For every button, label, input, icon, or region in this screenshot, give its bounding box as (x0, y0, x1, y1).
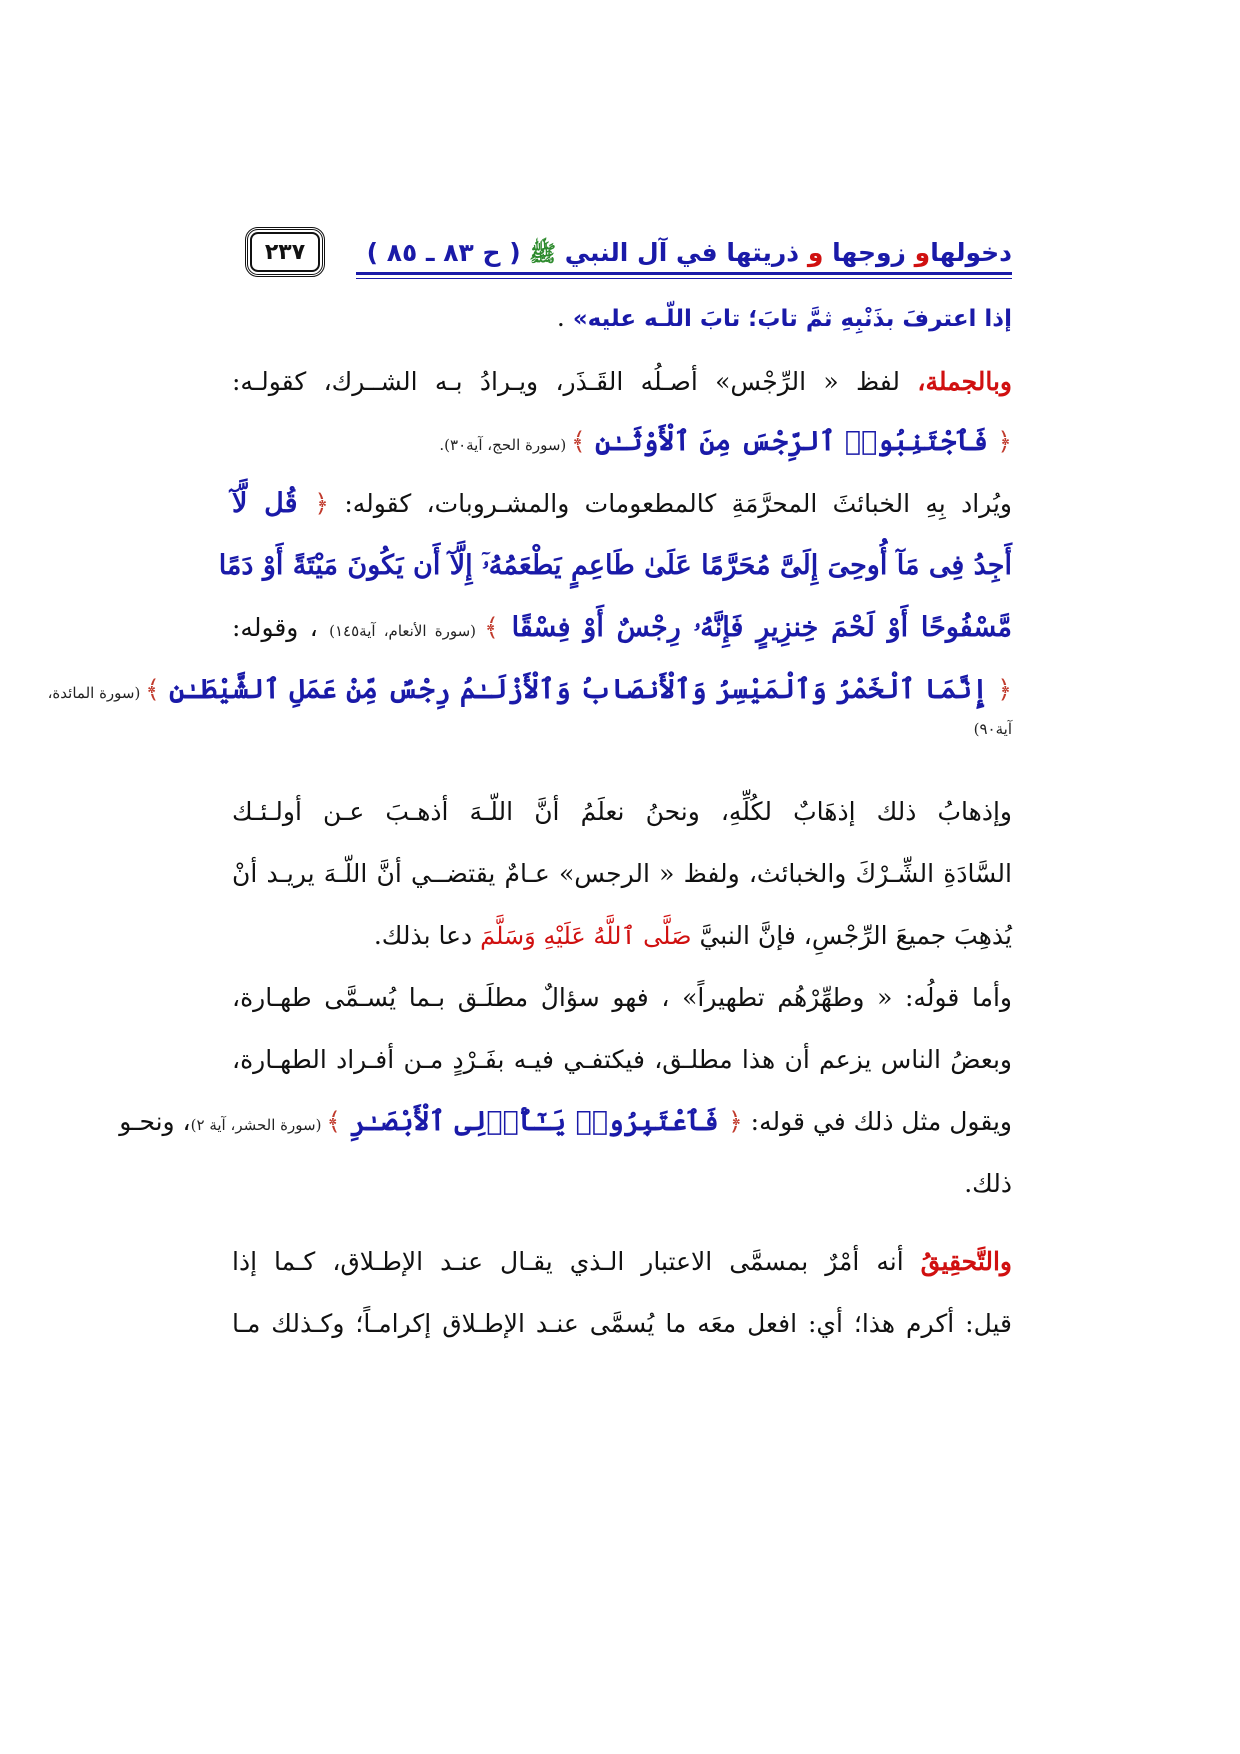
text-line (974, 706, 1012, 746)
page-number: ٢٣٧ (264, 239, 306, 265)
verse-reference: (سورة الأنعام، آية١٤٥) (329, 622, 485, 640)
running-title (367, 238, 1012, 272)
quran-bracket: ﴿ (997, 675, 1012, 704)
text-line (557, 298, 1012, 338)
quran-verse: فَٱعْتَبِرُوا۟ يَـٰٓأُو۟لِى ٱلْأَبْصَـٰرِ (340, 1106, 729, 1137)
quran-verse: مَّسْفُوحًا أَوْ لَحْمَ خِنزِيرٍ فَإِنَّهُۥ رِجْسٌ أَوْ فِسْقًا (498, 612, 1012, 643)
quran-bracket: ﴾ (145, 675, 160, 704)
punctuation: . (556, 303, 573, 332)
text-line (232, 1040, 1012, 1080)
text-line (232, 978, 1012, 1018)
quran-bracket: ﴾ (326, 1107, 341, 1136)
paragraph-text: قيل: أكرم هذا؛ أي: افعل معَه ما يُسمَّى عنـد الإطـلاق إكرامـاً؛ وكـذلك مـا (232, 1309, 1012, 1338)
text-line (374, 916, 1012, 956)
paragraph-text: وبعضُ الناس يزعم أن هذا مطلـق، فيكتفـي فيـه بفَـرْدٍ مـن أفـراد الطهـارة، (232, 1045, 1012, 1074)
paragraph-text: السَّادَةِ الشِّـرْكَ والخبائث، ولفظ « الرجس» عـامٌ يقتضــي أنَّ اللّـهَ يريـد أنْ (232, 859, 1012, 888)
paragraph-text: ، ونحـو (119, 1107, 191, 1136)
text-line (232, 792, 1012, 832)
text-line (232, 484, 1012, 524)
paragraph-text: وإذهابُ ذلك إذهَابٌ لكُلِّهِ، ونحنُ نعلَمُ أنَّ اللّـهَ أذهـبَ عـن أولـئـك (232, 797, 1012, 826)
verse-reference: آية٩٠) (973, 720, 1012, 738)
section-keyword: والتَّحقِيقُ (920, 1247, 1012, 1276)
quran-verse: قُل لَّآ (232, 488, 315, 519)
text-line (964, 1164, 1012, 1204)
section-keyword: وبالجملة، (917, 367, 1012, 396)
quran-verse: فَٱجْتَنِبُوا۟ ٱلرِّجْسَ مِنَ ٱلْأَوْثَـٰنِ (585, 426, 998, 457)
salutation-icon: ﷺ (529, 242, 556, 267)
text-line (232, 1304, 1012, 1344)
verse-reference: (سورة الحشر، آية ٢) (190, 1116, 327, 1134)
hadith-range: ( ح ٨٣ ـ ٨٥ ) (366, 238, 521, 267)
paragraph-text: ذلك. (964, 1169, 1012, 1198)
text-line (232, 608, 1012, 648)
salutation-text: صَلَّى ٱللَّهُ عَلَيْهِ وَسَلَّمَ (480, 922, 692, 950)
paragraph-text: ، وقوله: (232, 613, 330, 642)
title-conjunction: و (807, 238, 824, 267)
text-line (232, 362, 1012, 402)
paragraph-text: أنه أمْرٌ بمسمَّى الاعتبار الـذي يقـال عنـد الإطـلاق، كـما إذا (232, 1247, 921, 1276)
text-line (119, 1102, 1012, 1142)
text-line (47, 670, 1012, 710)
title-word: ذريتها في آل النبي (564, 238, 800, 267)
text-line (439, 422, 1012, 462)
page-number-box (250, 232, 320, 272)
paragraph-text: يُذهِبَ جميعَ الرِّجْسِ، فإنَّ النبيَّ (691, 921, 1012, 950)
verse-reference: (سورة الحج، آية٣٠). (439, 436, 572, 454)
title-word: زوجها (832, 238, 906, 267)
title-conjunction: و (914, 238, 931, 267)
quran-bracket: ﴿ (728, 1107, 743, 1136)
paragraph-text: دعا بذلك. (373, 921, 481, 950)
header-rule-thin (356, 278, 1012, 279)
paragraph-text: ويقول مثل ذلك في قوله: (742, 1107, 1012, 1136)
text-line (232, 1242, 1012, 1282)
quran-bracket: ﴿ (997, 427, 1012, 456)
quran-bracket: ﴿ (314, 489, 329, 518)
paragraph-text: لفظ « الرِّجْس» أصـلُه القَـذَر، ويـرادُ بـه الشــرك، كقولـه: (232, 367, 918, 396)
quran-verse: أَجِدُ فِى مَآ أُوحِىَ إِلَىَّ مُحَرَّمًا عَلَىٰ طَاعِمٍ يَطْعَمُهُۥٓ إِلَّآ أَن يَكُونَ مَيْتَةً أَوْ دَمًا (218, 550, 1012, 581)
quran-bracket: ﴾ (484, 613, 499, 642)
header-rule (356, 272, 1012, 275)
paragraph-text: وأما قولُه: « وطهِّرْهُم تطهيراً» ، فهو سؤالٌ مطلَـق بـما يُسـمَّى طهـارة، (232, 983, 1012, 1012)
quran-verse: إِنَّمَا ٱلْخَمْرُ وَٱلْمَيْسِرُ وَٱلْأَنصَابُ وَٱلْأَزْلَـٰمُ رِجْسٌ مِّنْ عَمَلِ ٱلشَّيْطَـٰنِ (159, 674, 998, 705)
title-word: دخولها (930, 238, 1012, 267)
hadith-text: إذا اعترفَ بذَنْبِهِ ثمَّ تابَ؛ تابَ اللّـه عليه» (572, 306, 1012, 332)
paragraph-text: ويُراد بِهِ الخبائثَ المحرَّمَةِ كالمطعومات والمشـروبات، كقوله: (328, 489, 1012, 518)
text-line (232, 854, 1012, 894)
verse-reference: (سورة المائدة، (47, 684, 146, 702)
text-line (218, 546, 1012, 586)
quran-bracket: ﴾ (571, 427, 586, 456)
